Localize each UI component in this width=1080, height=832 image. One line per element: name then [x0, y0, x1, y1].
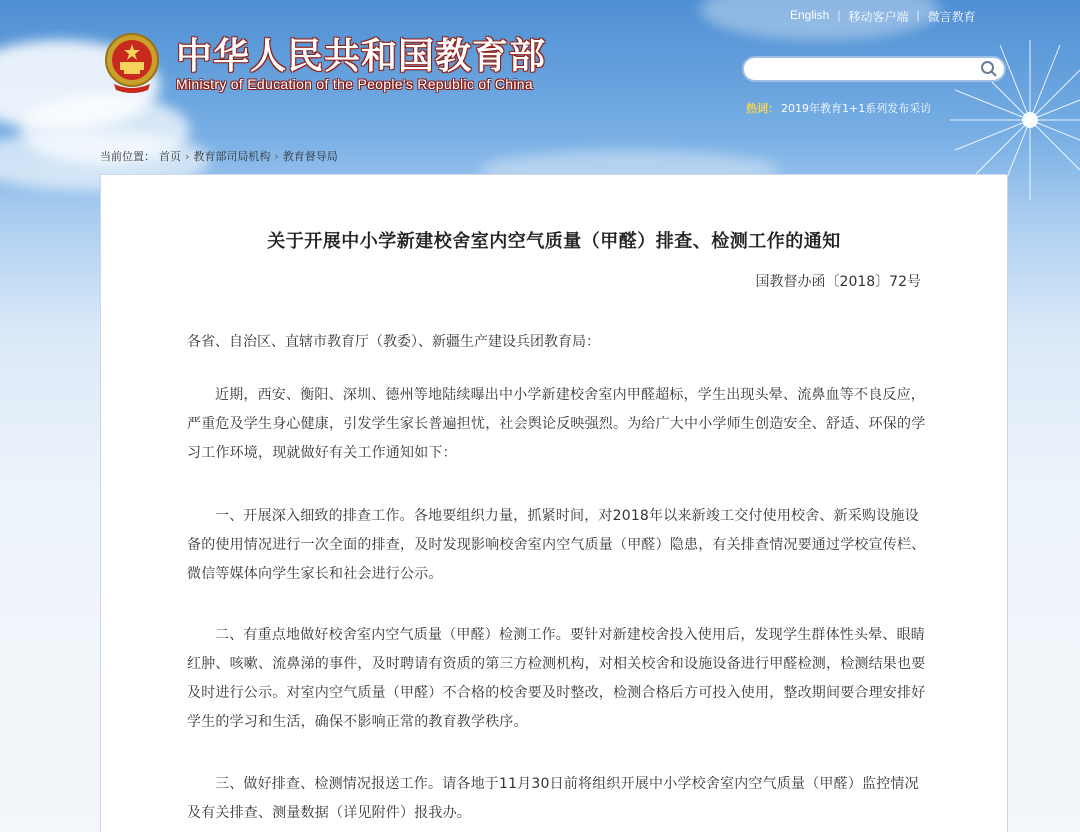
- hot-words-link[interactable]: 2019年教育1+1系列发布采访: [781, 102, 932, 115]
- article-paragraph: 二、有重点地做好校舍室内空气质量（甲醛）检测工作。要针对新建校舍投入使用后，发现学生群体性头晕、眼睛红肿、咳嗽、流鼻涕的事件，及时聘请有资质的第三方检测机构，对相关校舍和设施设备进行甲醛检测，检测结果也要及时进行公示。对室内空气质量（甲醛）不合格的校舍要及时整改，检测合格后方可投入使用，整改期间要合理安排好学生的学习和生活，确保不影响正常的教育教学秩序。: [187, 627, 926, 730]
- chevron-right-icon: ›: [274, 149, 279, 163]
- top-links: [790, 8, 976, 25]
- breadcrumb-education-supervision[interactable]: 教育督导局: [282, 150, 338, 163]
- chevron-right-icon: ›: [185, 149, 190, 163]
- english-link[interactable]: English: [790, 8, 830, 22]
- article-paragraph: 近期，西安、衡阳、深圳、德州等地陆续曝出中小学新建校舍室内甲醛超标，学生出现头晕、流鼻血等不良反应，严重危及学生身心健康，引发学生家长普遍担忧，社会舆论反映强烈。为给广大中小学师生创造安全、舒适、环保的学习工作环境，现就做好有关工作通知如下：: [187, 387, 926, 461]
- link-separator: |: [837, 8, 841, 22]
- breadcrumb-label: 当前位置：: [100, 150, 155, 163]
- article-paragraph: 一、开展深入细致的排查工作。各地要组织力量，抓紧时间，对2018年以来新竣工交付使用校舍、新采购设施设备的使用情况进行一次全面的排查，及时发现影响校舍室内空气质量（甲醛）隐患，有关排查情况要通过学校宣传栏、微信等媒体向学生家长和社会进行公示。: [187, 508, 926, 582]
- article-panel: [100, 174, 1008, 832]
- search-box: [742, 56, 1006, 82]
- breadcrumb: [100, 148, 338, 164]
- search-icon[interactable]: [980, 60, 998, 78]
- article-paragraph: 三、做好排查、检测情况报送工作。请各地于11月30日前将组织开展中小学校舍室内空气质量（甲醛）监控情况及有关排查、测量数据（详见附件）报我办。: [187, 776, 919, 821]
- site-title-english: Ministry of Education of the People's Republic of China: [176, 76, 533, 92]
- breadcrumb-home[interactable]: 首页: [159, 150, 181, 163]
- national-emblem-logo[interactable]: [102, 30, 162, 94]
- link-separator: |: [916, 8, 920, 22]
- site-title-chinese[interactable]: 中华人民共和国教育部: [176, 36, 547, 77]
- breadcrumb-ministry-departments[interactable]: 教育部司局机构: [193, 150, 271, 163]
- addressee: 各省、自治区、直辖市教育厅（教委）、新疆生产建设兵团教育局：: [187, 334, 600, 350]
- hot-words-label: 热词：: [746, 102, 779, 115]
- mobile-client-link[interactable]: 移动客户端: [848, 10, 909, 24]
- search-input[interactable]: [754, 58, 984, 80]
- weiyan-jiaoyu-link[interactable]: 微言教育: [927, 10, 976, 24]
- document-number: 国教督办函〔2018〕72号: [755, 274, 921, 290]
- page-title: 关于开展中小学新建校舍室内空气质量（甲醛）排查、检测工作的通知: [267, 231, 841, 252]
- hot-words: [746, 100, 931, 116]
